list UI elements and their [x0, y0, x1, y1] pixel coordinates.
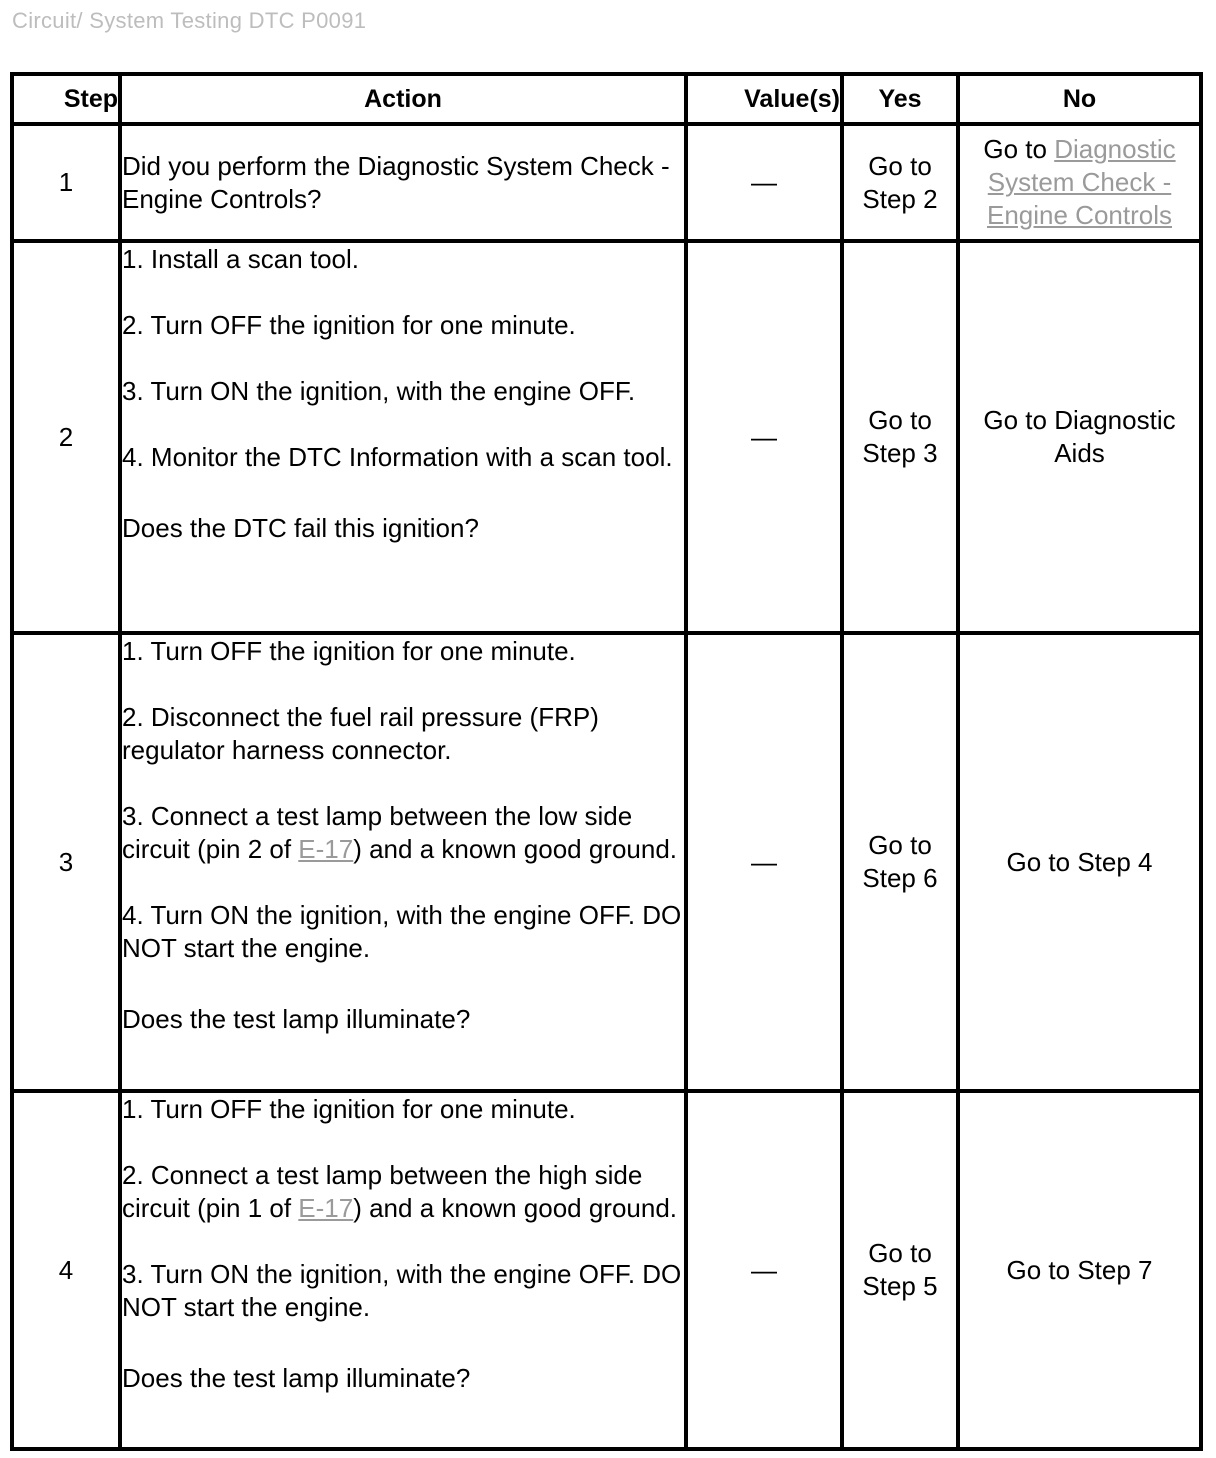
step-number: 4	[12, 1091, 120, 1449]
action-text: 2. Turn OFF the ignition for one minute.	[122, 310, 576, 340]
action-text-part: ) and a known good ground.	[353, 1193, 678, 1223]
table-row	[12, 124, 1201, 241]
action-text: 4. Turn ON the ignition, with the engine OFF. DO NOT start the engine.	[122, 900, 682, 963]
value-cell	[686, 1091, 842, 1449]
action-text: 2. Disconnect the fuel rail pressure (FRP) regulator harness connector.	[122, 702, 599, 765]
table-row	[12, 633, 1201, 1091]
page-title: Circuit/ System Testing DTC P0091	[12, 8, 367, 33]
yes-cell: Go to Step 6	[842, 633, 958, 1091]
yes-cell: Go to Step 2	[842, 124, 958, 241]
header-step: Step	[12, 74, 120, 124]
action-text: 3. Turn ON the ignition, with the engine OFF.	[122, 376, 636, 406]
action-question: Does the test lamp illuminate?	[122, 1363, 471, 1393]
action-text	[122, 1159, 684, 1225]
action-text: 4. Monitor the DTC Information with a scan tool.	[122, 442, 673, 472]
connector-e17-link[interactable]: E-17	[298, 1193, 354, 1223]
action-text: 3. Turn ON the ignition, with the engine OFF. DO NOT start the engine.	[122, 1259, 682, 1322]
action-text	[122, 800, 684, 866]
value-cell	[686, 124, 842, 241]
action-text-part: ) and a known good ground.	[353, 834, 678, 864]
connector-e17-link[interactable]: E-17	[298, 834, 354, 864]
action-text: 1. Install a scan tool.	[122, 244, 360, 274]
action-text: Did you perform the Diagnostic System Check - Engine Controls?	[122, 150, 670, 214]
yes-cell: Go to Step 3	[842, 241, 958, 633]
action-text: 1. Turn OFF the ignition for one minute.	[122, 636, 576, 666]
action-cell	[120, 241, 686, 633]
no-cell: Go to Diagnostic Aids	[958, 241, 1201, 633]
table-row	[12, 1091, 1201, 1449]
value-dash: —	[751, 167, 777, 197]
no-prefix: Go to	[983, 134, 1055, 164]
diagnostic-system-check-link[interactable]: Diagnostic System Check - Engine Controls	[987, 134, 1176, 230]
action-text-part: 2. Connect a test lamp between the high side circuit (pin 1 of	[122, 1160, 643, 1223]
table-row	[12, 241, 1201, 633]
yes-cell: Go to Step 5	[842, 1091, 958, 1449]
action-text-part: 3. Connect a test lamp between the low side circuit (pin 2 of	[122, 801, 633, 864]
diagnostic-table	[10, 72, 1203, 1451]
step-number: 2	[12, 241, 120, 633]
step-number: 3	[12, 633, 120, 1091]
action-question: Does the test lamp illuminate?	[122, 1004, 471, 1034]
header-no: No	[958, 74, 1201, 124]
header-yes: Yes	[842, 74, 958, 124]
action-question: Does the DTC fail this ignition?	[122, 513, 479, 543]
action-cell	[120, 1091, 686, 1449]
no-cell: Go to Step 7	[958, 1091, 1201, 1449]
table-header-row	[12, 74, 1201, 124]
value-dash: —	[751, 1254, 777, 1285]
no-cell: Go to Step 4	[958, 633, 1201, 1091]
step-number: 1	[12, 124, 120, 241]
no-cell	[958, 124, 1201, 241]
action-cell	[120, 124, 686, 241]
action-text: 1. Turn OFF the ignition for one minute.	[122, 1094, 576, 1124]
value-dash: —	[751, 846, 777, 877]
value-cell	[686, 241, 842, 633]
header-values: Value(s)	[686, 74, 842, 124]
value-dash: —	[751, 421, 777, 452]
value-cell	[686, 633, 842, 1091]
header-action: Action	[120, 74, 686, 124]
action-cell	[120, 633, 686, 1091]
